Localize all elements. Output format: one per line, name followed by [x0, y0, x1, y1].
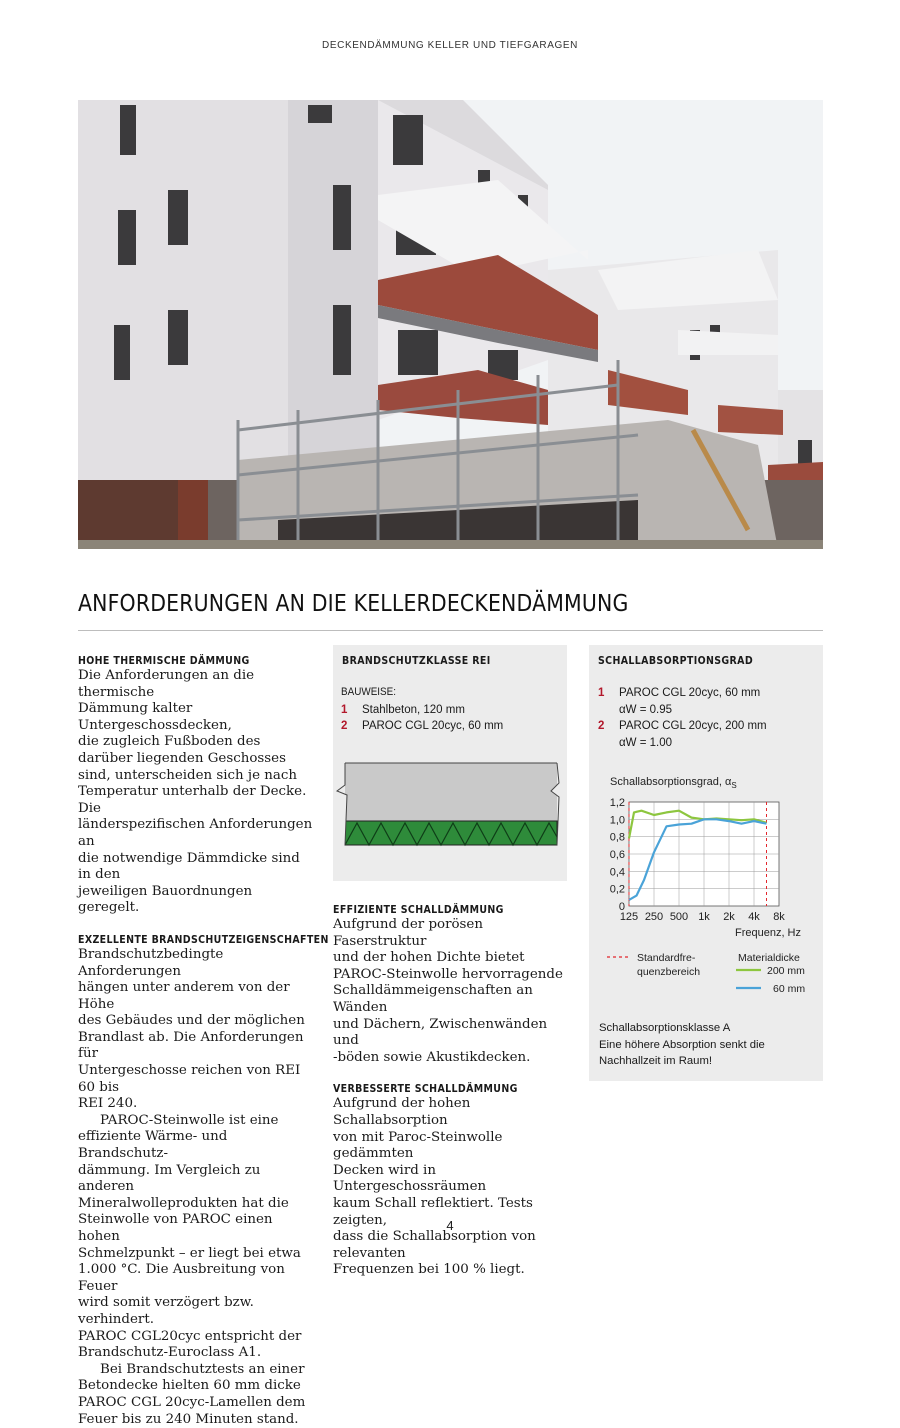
x-tick-label: 125 — [620, 911, 638, 923]
page-number: 4 — [0, 1218, 900, 1233]
absorption-note: Schallabsorptionsklasse A Eine höhere Absorption senkt die Nachhallzeit im Raum! — [599, 1020, 814, 1070]
building-photo — [78, 100, 823, 549]
construction-item-2: 2 PAROC CGL 20cyc, 60 mm — [341, 718, 503, 734]
y-tick-label: 0,2 — [610, 884, 625, 896]
construction-label: BAUWEISE: — [341, 686, 396, 698]
fire-paragraph-1: Brandschutzbedingte Anforderungen hängen unter anderem von der Höhe des Gebäudes und der möglichen Brandlast ab. Die Anforderungen für Untergeschosse reichen von REI 60 bis REI 240. — [78, 947, 314, 1113]
construction-item-1: 1 Stahlbeton, 120 mm — [341, 702, 465, 718]
absorption-chart — [589, 770, 823, 1005]
legend-range-label-2: quenzbereich — [637, 966, 700, 978]
legend-range-label-1: Standardfre- — [637, 952, 696, 964]
ceiling-cross-section-diagram — [333, 755, 567, 855]
title-rule — [78, 630, 823, 631]
x-tick-label: 1k — [698, 911, 710, 923]
y-tick-label: 1,2 — [610, 797, 625, 809]
chart-title: Schallabsorptionsgrad, $\alpha_S$ — [610, 776, 737, 790]
heading-improved-sound: VERBESSERTE SCHALLDÄMMUNG — [333, 1082, 545, 1096]
x-tick-label: 500 — [670, 911, 688, 923]
legend-200mm-label: 200 mm — [767, 965, 805, 977]
running-header: DECKENDÄMMUNG KELLER UND TIEFGARAGEN — [0, 40, 900, 51]
x-axis-label: Frequenz, Hz — [735, 927, 801, 939]
heading-fire-properties: EXZELLENTE BRANDSCHUTZEIGENSCHAFTEN — [78, 933, 290, 947]
fire-paragraph-2: PAROC-Steinwolle ist eine effiziente Wärme- und Brandschutz- dämmung. Im Vergleich zu anderen Mineralwolleprodukten hat die Steinwolle von PAROC einen hohen Schmelzpunkt – er liegt bei etwa 1.000 °C. Die Ausbreitung von Feuer wird somit verzögert bzw. verhindert. PAROC CGL20cyc entspricht der Brandschutz-Euroclass A1. — [78, 1113, 314, 1362]
sound-absorption-box — [589, 645, 823, 1081]
absorption-item-2: 2 PAROC CGL 20cyc, 200 mm αW = 1.00 — [598, 718, 767, 751]
column-thermal-fire — [78, 654, 314, 1428]
sound-paragraph-2: Aufgrund der hohen Schallabsorption von mit Paroc-Steinwolle gedämmten Decken wird in Untergeschossräumen kaum Schall reflektiert. Tests zeigten, dass die Schallabsorption von relevanten Frequenzen bei 100 % liegt. — [333, 1096, 569, 1279]
absorption-item-1: 1 PAROC CGL 20cyc, 60 mm αW = 0.95 — [598, 685, 760, 718]
thermal-paragraph: Die Anforderungen an die thermische Dämmung kalter Untergeschossdecken, die zugleich Fußboden des darüber liegenden Geschosses sind, unterscheiden sich je nach Temperatur unterhalb der Decke. Die länderspezifischen Anforderungen an die notwendige Dämmdicke sind in den jeweiligen Bauordnungen geregelt. — [78, 668, 314, 917]
y-tick-label: 1,0 — [610, 814, 625, 826]
x-tick-label: 250 — [645, 911, 663, 923]
x-tick-label: 4k — [748, 911, 760, 923]
heading-efficient-sound: EFFIZIENTE SCHALLDÄMMUNG — [333, 903, 545, 917]
fire-class-heading: BRANDSCHUTZKLASSE REI — [342, 654, 491, 668]
fire-paragraph-3: Bei Brandschutztests an einer Betondecke hielten 60 mm dicke PAROC CGL 20cyc-Lamellen dem Feuer bis zu 240 Minuten stand. — [78, 1362, 314, 1428]
y-tick-label: 0,6 — [610, 849, 625, 861]
sound-absorption-heading: SCHALLABSORPTIONSGRAD — [598, 654, 753, 668]
y-tick-label: 0,8 — [610, 832, 625, 844]
x-tick-label: 2k — [723, 911, 735, 923]
x-tick-label: 8k — [773, 911, 785, 923]
concrete-layer — [345, 763, 557, 821]
page-title: ANFORDERUNGEN AN DIE KELLERDECKENDÄMMUNG — [78, 589, 628, 617]
legend-material-title: Materialdicke — [738, 952, 800, 964]
heading-thermal: HOHE THERMISCHE DÄMMUNG — [78, 654, 290, 668]
fire-class-box — [333, 645, 567, 881]
sound-paragraph-1: Aufgrund der porösen Faserstruktur und der hohen Dichte bietet PAROC-Steinwolle hervorragende Schalldämmeigenschaften an Wänden und Dächern, Zwischenwänden und -böden sowie Akustikdecken. — [333, 917, 569, 1066]
y-tick-label: 0,4 — [610, 866, 625, 878]
legend-60mm-label: 60 mm — [773, 983, 805, 995]
y-tick-label: 0 — [619, 901, 625, 913]
